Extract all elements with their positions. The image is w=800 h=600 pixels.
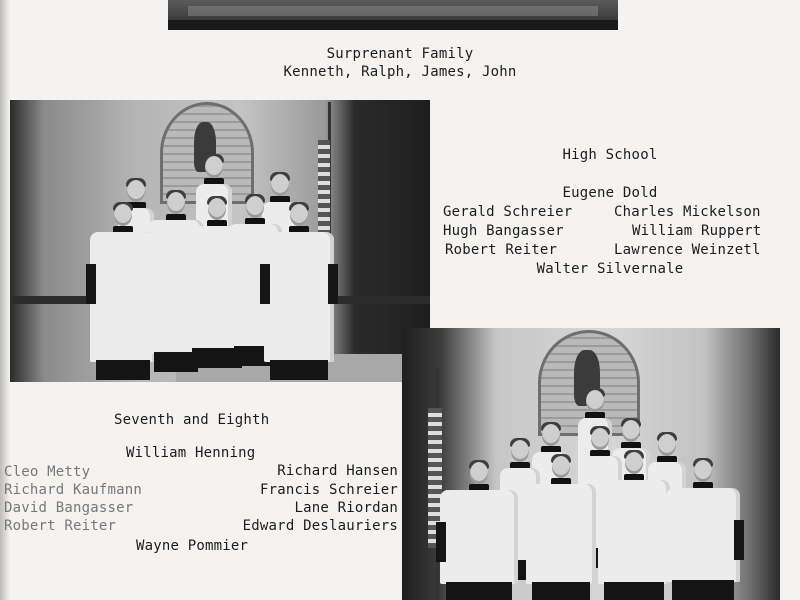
photo-floor xyxy=(168,20,618,30)
seventh-eighth-choir-photo xyxy=(402,328,780,600)
seventh-eighth-name: Wayne Pommier xyxy=(136,538,249,554)
high-school-name: Hugh Bangasser xyxy=(443,223,564,239)
choir-boy xyxy=(666,460,740,600)
choir-boy xyxy=(598,452,670,600)
high-school-name: Charles Mickelson xyxy=(614,204,761,220)
choir-boy xyxy=(526,456,596,600)
seventh-eighth-title: Seventh and Eighth xyxy=(114,412,270,428)
seventh-eighth-name-faded: David Bangasser xyxy=(4,500,134,516)
seventh-eighth-name: Richard Hansen xyxy=(277,463,398,479)
high-school-name: Robert Reiter xyxy=(445,242,558,258)
photo-highlight xyxy=(188,6,598,16)
high-school-choir-photo xyxy=(10,100,430,382)
surprenant-family-photo xyxy=(168,0,618,30)
surprenant-title: Surprenant Family xyxy=(326,46,474,62)
high-school-name: Walter Silvernale xyxy=(536,261,684,277)
choir-boy xyxy=(90,204,156,380)
seventh-eighth-name: Francis Schreier xyxy=(259,482,398,498)
choir-boy xyxy=(440,462,518,600)
high-school-name: Eugene Dold xyxy=(562,185,658,201)
seventh-eighth-name-faded: Richard Kaufmann xyxy=(4,482,143,498)
seventh-eighth-name-faded: Cleo Metty xyxy=(4,464,91,480)
seventh-eighth-name-faded: Robert Reiter xyxy=(4,518,117,534)
seventh-eighth-name: William Henning xyxy=(126,445,256,461)
choir-boy xyxy=(264,204,334,380)
seventh-eighth-name: Edward Deslauriers xyxy=(242,518,398,534)
seventh-eighth-name: Lane Riordan xyxy=(294,500,398,516)
high-school-name: Gerald Schreier xyxy=(443,204,573,220)
surprenant-names: Kenneth, Ralph, James, John xyxy=(283,64,517,80)
high-school-name: William Ruppert xyxy=(632,223,762,239)
high-school-name: Lawrence Weinzetl xyxy=(614,242,761,258)
high-school-title: High School xyxy=(562,147,658,163)
